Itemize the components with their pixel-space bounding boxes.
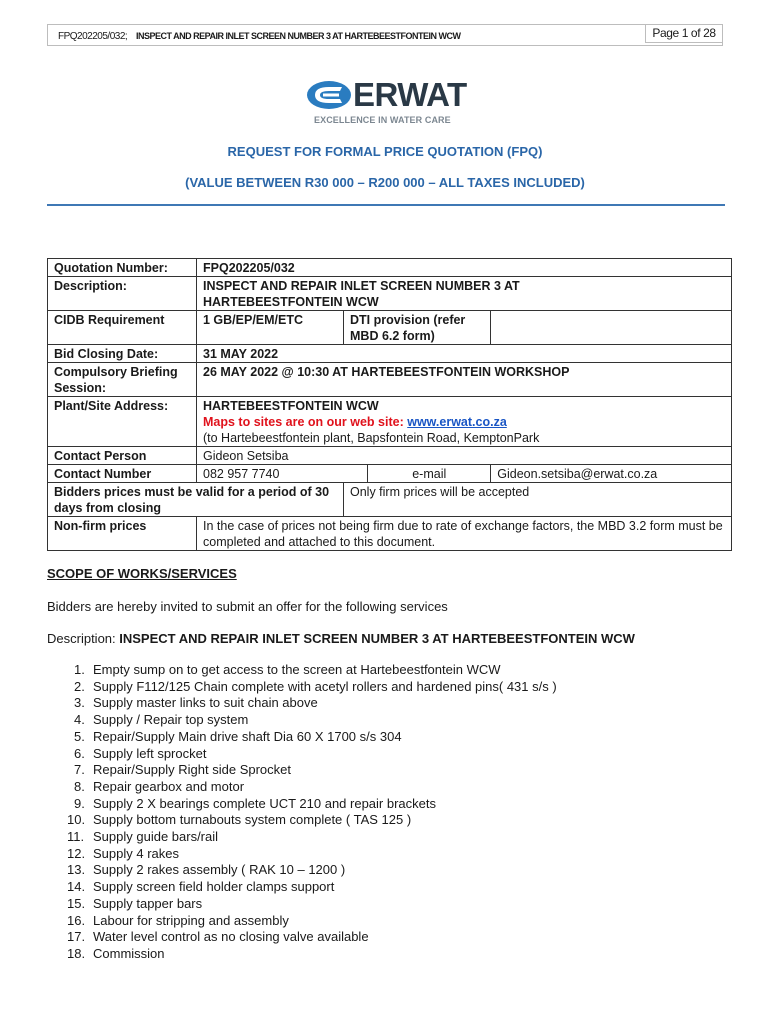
list-item-number: 10. xyxy=(67,812,86,828)
quotation-info-table xyxy=(47,258,732,551)
list-item-text: Repair gearbox and motor xyxy=(93,778,245,794)
list-item-number: 4. xyxy=(74,712,85,728)
list-item-number: 1. xyxy=(74,662,85,677)
table-row xyxy=(48,517,732,551)
table-row xyxy=(48,483,732,517)
list-item-text: Supply 2 X bearings complete UCT 210 and repair brackets xyxy=(93,795,437,811)
table-row xyxy=(48,363,732,397)
list-item-text: Commission xyxy=(93,945,165,961)
list-item-number: 18. xyxy=(67,945,86,961)
non-firm-prices-label: Non-firm prices xyxy=(48,517,197,551)
list-item-number: 2. xyxy=(74,678,85,694)
document-header-title: INSPECT AND REPAIR INLET SCREEN NUMBER 3 AT HARTEBEESTFONTEIN WCW xyxy=(136,31,461,41)
plant-address-cell xyxy=(197,397,732,447)
list-item-text: Supply / Repair top system xyxy=(93,712,249,728)
scope-intro: Bidders are hereby invited to submit an offer for the following services xyxy=(47,599,448,614)
list-item xyxy=(47,662,557,679)
list-item xyxy=(47,913,557,930)
list-item-number: 14. xyxy=(67,879,86,895)
list-item xyxy=(47,929,557,946)
quotation-number-label: Quotation Number: xyxy=(48,259,197,277)
list-item xyxy=(47,679,557,696)
scope-description-value: INSPECT AND REPAIR INLET SCREEN NUMBER 3 AT HARTEBEESTFONTEIN WCW xyxy=(119,631,635,646)
document-reference: FPQ202205/032; xyxy=(58,31,128,42)
plant-address-note: (to Hartebeestfontein plant, Bapsfontein Road, KemptonPark xyxy=(203,431,540,445)
list-item xyxy=(47,862,557,879)
list-item xyxy=(47,812,557,829)
non-firm-prices-value: In the case of prices not being firm due to rate of exchange factors, the MBD 3.2 form must be completed and attached to this document. xyxy=(197,517,732,551)
list-item-number: 6. xyxy=(74,745,85,761)
dti-value xyxy=(491,311,732,345)
document-title: REQUEST FOR FORMAL PRICE QUOTATION (FPQ) xyxy=(227,144,543,159)
document-subtitle: (VALUE BETWEEN R30 000 – R200 000 – ALL TAXES INCLUDED) xyxy=(185,175,585,190)
list-item xyxy=(47,879,557,896)
plant-address-label: Plant/Site Address: xyxy=(48,397,197,447)
list-item-number: 17. xyxy=(67,929,86,945)
description-value: INSPECT AND REPAIR INLET SCREEN NUMBER 3 AT HARTEBEESTFONTEIN WCW xyxy=(197,277,732,311)
email-label: e-mail xyxy=(368,465,491,483)
quotation-number-value: FPQ202205/032 xyxy=(197,259,732,277)
list-item-number: 3. xyxy=(74,695,85,711)
contact-number-value: 082 957 7740 xyxy=(197,465,368,483)
maps-line xyxy=(203,414,725,430)
list-item-number: 7. xyxy=(74,762,85,778)
briefing-label: Compulsory Briefing Session: xyxy=(48,363,197,397)
list-item xyxy=(47,746,557,763)
scope-description xyxy=(47,631,635,646)
list-item-number: 5. xyxy=(74,728,85,744)
logo-tagline: EXCELLENCE IN WATER CARE xyxy=(314,115,451,125)
list-item-text: Supply tapper bars xyxy=(93,895,203,911)
list-item-text: Supply left sprocket xyxy=(93,745,207,761)
list-item-number: 13. xyxy=(67,862,86,878)
list-item-number: 11. xyxy=(67,829,85,845)
table-row xyxy=(48,277,732,311)
table-row xyxy=(48,345,732,363)
closing-date-value: 31 MAY 2022 xyxy=(197,345,732,363)
list-item-text: Supply screen field holder clamps support xyxy=(93,879,335,895)
list-item xyxy=(47,846,557,863)
plant-address-value: HARTEBEESTFONTEIN WCW xyxy=(203,399,379,413)
list-item xyxy=(47,946,557,963)
briefing-value: 26 MAY 2022 @ 10:30 AT HARTEBEESTFONTEIN WORKSHOP xyxy=(197,363,732,397)
maps-text: Maps to sites are on our web site: xyxy=(203,415,408,429)
list-item-text: Supply F112/125 Chain complete with acetyl rollers and hardened pins( 431 s/s ) xyxy=(93,678,557,694)
title-divider xyxy=(47,204,725,206)
list-item-number: 12. xyxy=(67,845,86,861)
scope-heading: SCOPE OF WORKS/SERVICES xyxy=(47,566,237,581)
list-item-text: Water level control as no closing valve available xyxy=(93,929,369,945)
list-item-text: Repair/Supply Right side Sprocket xyxy=(93,762,291,778)
list-item xyxy=(47,695,557,712)
list-item xyxy=(47,729,557,746)
list-item xyxy=(47,796,557,813)
list-item-number: 16. xyxy=(67,912,86,928)
list-item-number: 9. xyxy=(74,795,85,811)
scope-description-label: Description: xyxy=(47,631,120,646)
list-item-text: Supply bottom turnabouts system complete ( TAS 125 ) xyxy=(93,812,412,828)
list-item-text: Supply guide bars/rail xyxy=(93,829,219,845)
list-item xyxy=(47,829,557,846)
list-item-text: Repair/Supply Main drive shaft Dia 60 X 1700 s/s 304 xyxy=(93,728,402,744)
table-row xyxy=(48,465,732,483)
website-link[interactable]: www.erwat.co.za xyxy=(407,415,507,429)
list-item xyxy=(47,762,557,779)
cidb-label: CIDB Requirement xyxy=(48,311,197,345)
table-row xyxy=(48,259,732,277)
contact-person-label: Contact Person xyxy=(48,447,197,465)
contact-number-label: Contact Number xyxy=(48,465,197,483)
list-item-text: Supply master links to suit chain above xyxy=(93,695,318,711)
list-item-number: 8. xyxy=(74,778,85,794)
table-row xyxy=(48,447,732,465)
contact-person-value: Gideon Setsiba xyxy=(197,447,732,465)
list-item-text: Labour for stripping and assembly xyxy=(93,912,289,928)
dti-label: DTI provision (refer MBD 6.2 form) xyxy=(344,311,491,345)
logo-wordmark: ERWAT xyxy=(353,76,467,113)
page-header xyxy=(47,24,723,46)
email-value: Gideon.setsiba@erwat.co.za xyxy=(491,465,732,483)
description-label: Description: xyxy=(48,277,197,311)
erwat-logo-icon xyxy=(306,80,352,110)
list-item-number: 15. xyxy=(67,895,86,911)
table-row xyxy=(48,311,732,345)
list-item-text: Supply 4 rakes xyxy=(93,845,179,861)
list-item xyxy=(47,896,557,913)
list-item xyxy=(47,779,557,796)
list-item-text: Empty sump on to get access to the screen at Hartebeestfontein WCW xyxy=(93,662,501,677)
closing-date-label: Bid Closing Date: xyxy=(48,345,197,363)
list-item-text: Supply 2 rakes assembly ( RAK 10 – 1200 ) xyxy=(93,862,346,878)
works-list xyxy=(47,662,557,963)
page-number: Page 1 of 28 xyxy=(645,24,722,43)
cidb-value: 1 GB/EP/EM/ETC xyxy=(197,311,344,345)
table-row xyxy=(48,397,732,447)
validity-label: Bidders prices must be valid for a period of 30 days from closing xyxy=(48,483,344,517)
erwat-logo xyxy=(306,78,468,128)
validity-value: Only firm prices will be accepted xyxy=(344,483,732,517)
list-item xyxy=(47,712,557,729)
